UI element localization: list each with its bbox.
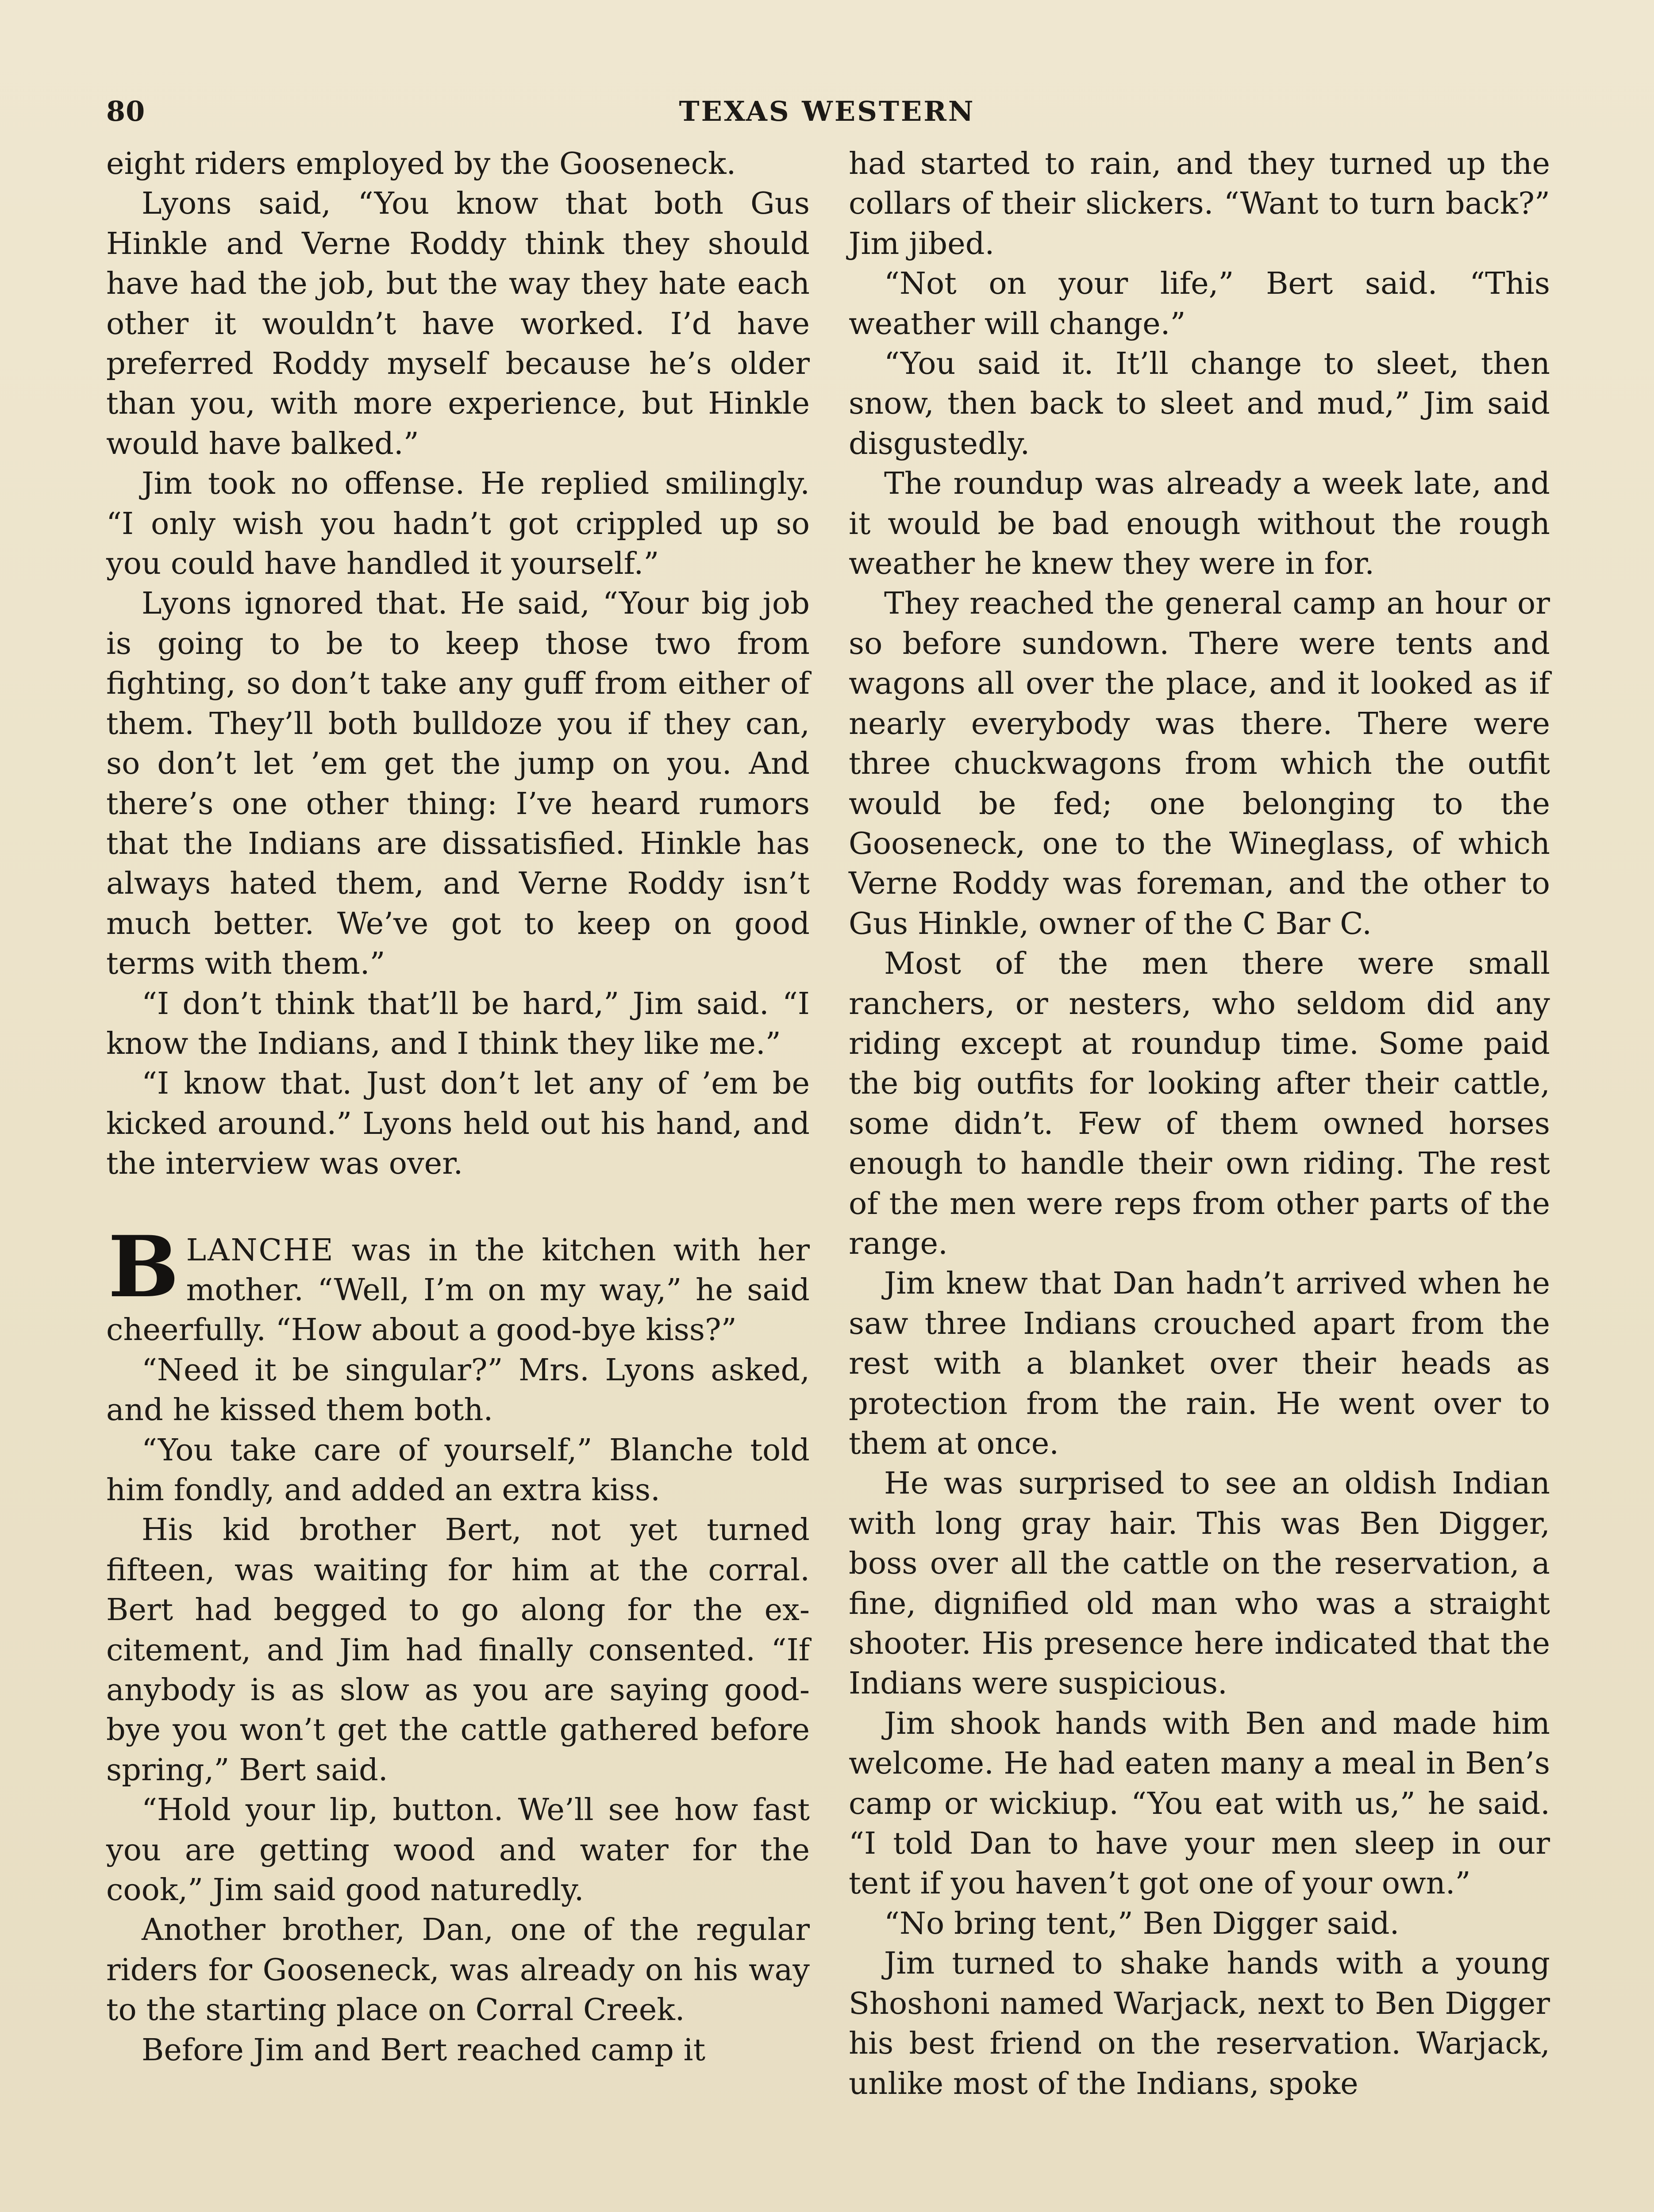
paragraph: Lyons ignored that. He said, “Your big job is going to be to keep those two from fighting, so don’t take any guff from either of them. They’ll both bulldoze you if they can, so don’t let ’em get the jump on you. And there’s one other thing: I’ve heard rumors that the Indians are dissatisfied. Hinkle has always hated them, and Verne Roddy isn’t much better. We’ve got to keep on good terms with them.” [106, 586, 810, 982]
running-head: TEXAS WESTERN [679, 95, 975, 127]
paragraph: Jim shook hands with Ben and made him welcome. He had eaten many a meal in Ben’s camp or wickiup. “You eat with us,” he said. “I told Dan to have your men sleep in our tent if you haven’t got one of your own.” [849, 1705, 1550, 1901]
paragraph: “I know that. Just don’t let any of ’em be kicked around.” Lyons held out his hand, and the interview was over. [106, 1066, 810, 1182]
page-number: 80 [106, 95, 146, 127]
paragraph: “Need it be singular?” Mrs. Lyons asked, and he kissed them both. [106, 1352, 810, 1428]
paragraph: He was surprised to see an oldish Indian with long gray hair. This was Ben Digger, boss over all the cattle on the reservation, a fine, dignified old man who was a straight shooter. His presence here indicated that the Indians were suspicious. [849, 1466, 1550, 1701]
paragraph: Most of the men there were small ranchers, or nesters, who seldom did any riding except at roundup time. Some paid the big outfits for looking after their cattle, some didn’t. Few of them owned horses enough to handle their own riding. The rest of the men were reps from other parts of the range. [849, 946, 1550, 1261]
dropcap-paragraph-text: was in the kitchen with her mother. “Well, I’m on my way,” he said cheerfully. “How about a good-bye kiss?” [106, 1232, 810, 1348]
paragraph: The roundup was already a week late, and it would be bad enough without the rough weather he knew they were in for. [849, 466, 1550, 582]
paragraph: eight riders employed by the Gooseneck. [106, 146, 736, 181]
paragraph: Lyons said, “You know that both Gus Hinkle and Verne Roddy think they should have had the job, but the way they hate each other it wouldn’t have worked. I’d have preferred Roddy myself because he’s older than you, with more experience, but Hinkle would have balked.” [106, 186, 810, 461]
drop-cap: B [108, 1217, 179, 1316]
section-break [106, 1184, 810, 1230]
paragraph: “I don’t think that’ll be hard,” Jim said. “I know the Indians, and I think they like me.” [106, 986, 810, 1061]
paragraph: They reached the general camp an hour or so before sundown. There were tents and wagons all over the place, and it looked as if nearly everybody was there. There were three chuckwagons from which the outfit would be fed; one belonging to the Gooseneck, one to the Wineglass, of which Verne Roddy was foreman, and the other to Gus Hinkle, owner of the C Bar C. [849, 586, 1550, 941]
paragraph: “You take care of yourself,” Blanche told him fondly, and added an extra kiss. [106, 1432, 810, 1508]
paragraph: Jim turned to shake hands with a young Shoshoni named Warjack, next to Ben Digger his best friend on the reservation. Warjack, unlike most of the Indians, spoke [849, 1946, 1550, 2101]
paragraph: Before Jim and Bert reached camp it [142, 2032, 706, 2068]
dropcap-word: LANCHE [186, 1232, 335, 1268]
paragraph: had started to rain, and they turned up the collars of their slickers. “Want to turn back?” Jim jibed. [849, 146, 1550, 261]
dropcap-paragraph [106, 1217, 810, 1350]
paragraph: “Hold your lip, button. We’ll see how fast you are getting wood and water for the cook,” Jim said good naturedly. [106, 1792, 810, 1908]
paragraph: “You said it. It’ll change to sleet, then snow, then back to sleet and mud,” Jim said disgustedly. [849, 346, 1550, 461]
paragraph: Another brother, Dan, one of the regular riders for Gooseneck, was already on his way to the starting place on Corral Creek. [106, 1912, 810, 2028]
paragraph: “No bring tent,” Ben Digger said. [884, 1905, 1400, 1941]
paragraph: His kid brother Bert, not yet turned fifteen, was waiting for him at the corral. Bert had begged to go along for the excitement, and Jim had finally consented. “If anybody is as slow as you are saying good-bye you won’t get the cattle gathered before spring,” Bert said. [106, 1512, 810, 1788]
paragraph: Jim took no offense. He replied smilingly. “I only wish you hadn’t got crippled up so you could have handled it yourself.” [106, 466, 810, 582]
right-column [849, 144, 1550, 2104]
paragraph: “Not on your life,” Bert said. “This weather will change.” [849, 266, 1550, 342]
left-column [106, 144, 810, 2070]
paragraph: Jim knew that Dan hadn’t arrived when he saw three Indians crouched apart from the rest with a blanket over their heads as protection from the rain. He went over to them at once. [849, 1266, 1550, 1461]
